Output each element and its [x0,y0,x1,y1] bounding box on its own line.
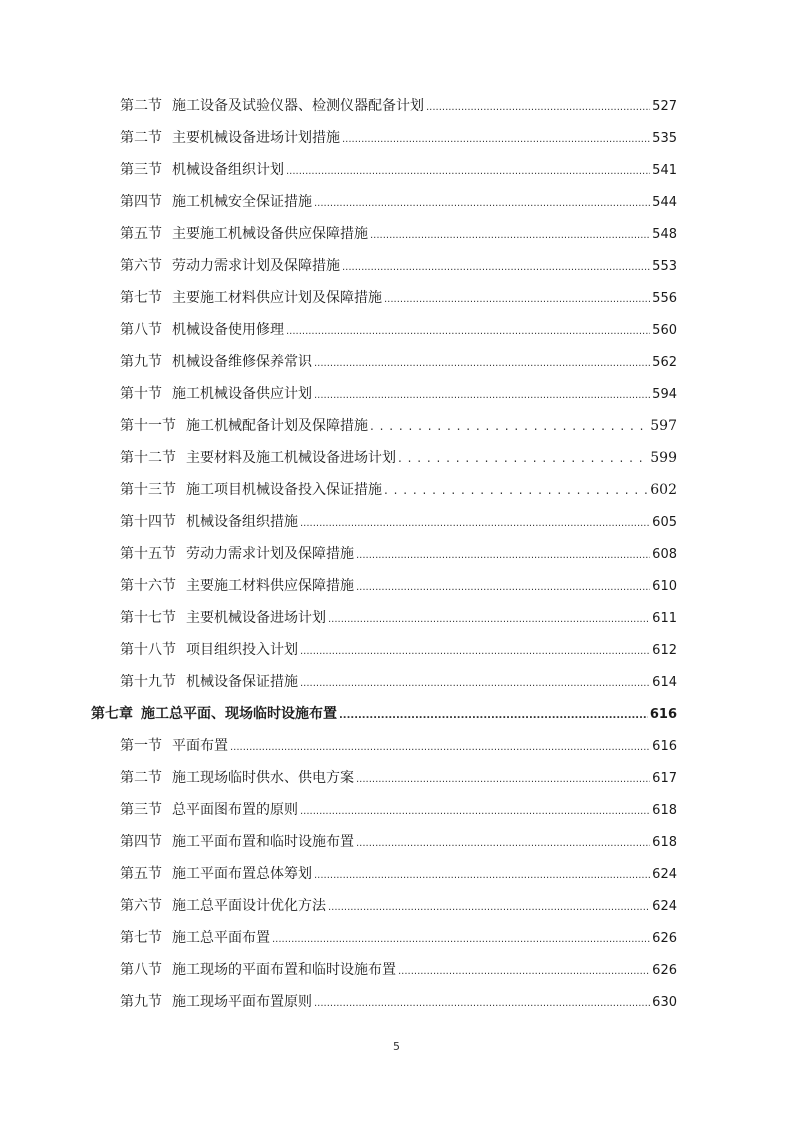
toc-entry-number: 第七节 [120,290,162,306]
toc-entry-title: 劳动力需求计划及保障措施 [186,546,354,562]
toc-entry-number: 第十七节 [120,610,176,626]
toc-entry-title: 施工现场的平面布置和临时设施布置 [172,962,396,978]
toc-chapter-entry[interactable] [0,698,793,730]
toc-entry-page: 612 [652,643,677,658]
toc-entry-number: 第二节 [120,130,162,146]
dot-leader [314,186,650,220]
toc-section-entry[interactable] [0,122,793,154]
toc-entry-number: 第十节 [120,386,162,402]
toc-section-entry[interactable] [0,282,793,314]
dot-leader [384,474,648,506]
dot-leader [314,346,650,380]
toc-entry-title: 机械设备组织计划 [172,162,284,178]
dot-leader [356,826,650,860]
toc-entry-label [120,410,368,442]
toc-entry-title: 施工总平面布置 [172,930,270,946]
toc-entry-page: 624 [652,899,677,914]
toc-entry-title: 施工总平面设计优化方法 [172,898,326,914]
toc-entry-number: 第十二节 [120,450,176,466]
dot-leader [314,858,650,892]
toc-section-entry[interactable] [0,826,793,858]
toc-section-entry[interactable] [0,442,793,474]
toc-entry-number: 第六节 [120,898,162,914]
toc-entry-title: 主要施工材料供应计划及保障措施 [172,290,382,306]
dot-leader [398,442,648,474]
toc-entry-title: 机械设备组织措施 [186,514,298,530]
toc-entry-label [120,890,326,922]
toc-entry-page: 610 [652,579,677,594]
dot-leader [339,698,648,732]
toc-entry-label [120,634,298,666]
toc-section-entry[interactable] [0,154,793,186]
toc-entry-label [120,986,312,1018]
toc-entry-title: 施工项目机械设备投入保证措施 [186,482,382,498]
toc-entry-number: 第九节 [120,994,162,1010]
dot-leader [342,250,650,284]
toc-entry-title: 施工现场临时供水、供电方案 [172,770,354,786]
toc-entry-number: 第十九节 [120,674,176,690]
toc-entry-label [120,666,298,698]
toc-entry-number: 第十三节 [120,482,176,498]
dot-leader [314,986,650,1020]
toc-entry-number: 第三节 [120,162,162,178]
toc-entry-page: 602 [650,482,677,498]
toc-entry-title: 施工现场平面布置原则 [172,994,312,1010]
toc-entry-label [120,954,396,986]
toc-entry-title: 主要施工机械设备供应保障措施 [172,226,368,242]
toc-entry-number: 第八节 [120,962,162,978]
toc-entry-title: 机械设备使用修理 [172,322,284,338]
dot-leader [398,954,650,988]
toc-section-entry[interactable] [0,346,793,378]
toc-entry-page: 562 [652,355,677,370]
toc-entry-number: 第三节 [120,802,162,818]
toc-entry-page: 611 [652,611,677,626]
toc-entry-title: 主要材料及施工机械设备进场计划 [186,450,396,466]
toc-entry-number: 第九节 [120,354,162,370]
toc-section-entry[interactable] [0,90,793,122]
toc-entry-page: 553 [652,259,677,274]
toc-entry-title: 机械设备保证措施 [186,674,298,690]
toc-section-entry[interactable] [0,602,793,634]
toc-section-entry[interactable] [0,186,793,218]
toc-entry-title: 施工机械配备计划及保障措施 [186,418,368,434]
toc-entry-label [120,506,298,538]
dot-leader [300,506,650,540]
toc-entry-title: 主要机械设备进场计划 [186,610,326,626]
dot-leader [314,378,650,412]
toc-entry-number: 第十五节 [120,546,176,562]
toc-entry-label [120,186,312,218]
toc-entry-number: 第十四节 [120,514,176,530]
dot-leader [370,218,650,252]
toc-entry-label [120,762,354,794]
dot-leader [370,410,648,442]
toc-entry-label [120,250,340,282]
toc-section-entry[interactable] [0,890,793,922]
toc-entry-title: 总平面图布置的原则 [172,802,298,818]
toc-entry-page: 624 [652,867,677,882]
toc-entry-number: 第五节 [120,226,162,242]
toc-section-entry[interactable] [0,986,793,1018]
dot-leader [384,282,650,316]
toc-section-entry[interactable] [0,666,793,698]
dot-leader [300,794,650,828]
toc-entry-title: 施工平面布置总体筹划 [172,866,312,882]
dot-leader [356,538,650,572]
toc-entry-number: 第一节 [120,738,162,754]
toc-entry-label [120,730,228,762]
toc-entry-page: 599 [650,450,677,466]
toc-section-entry[interactable] [0,730,793,762]
toc-entry-label [120,858,312,890]
toc-section-entry[interactable] [0,314,793,346]
dot-leader [356,570,650,604]
dot-leader [426,90,650,124]
toc-entry-number: 第二节 [120,98,162,114]
toc-entry-label [91,698,337,730]
toc-entry-title: 主要施工材料供应保障措施 [186,578,354,594]
dot-leader [356,762,650,796]
toc-entry-page: 608 [652,547,677,562]
toc-section-entry[interactable] [0,506,793,538]
toc-entry-label [120,474,382,506]
toc-entry-page: 617 [652,771,677,786]
dot-leader [230,730,650,764]
toc-entry-page: 618 [652,803,677,818]
toc-section-entry[interactable] [0,410,793,442]
toc-section-entry[interactable] [0,634,793,666]
toc-section-entry[interactable] [0,922,793,954]
toc-entry-label [120,218,368,250]
toc-entry-page: 630 [652,995,677,1010]
dot-leader [328,602,650,636]
toc-entry-page: 548 [652,227,677,242]
toc-entry-page: 616 [652,739,677,754]
toc-entry-page: 616 [649,707,677,722]
toc-entry-page: 605 [652,515,677,530]
toc-entry-number: 第四节 [120,834,162,850]
toc-entry-page: 594 [652,387,677,402]
toc-entry-label [120,122,340,154]
page-number: 5 [393,1040,400,1053]
toc-entry-label [120,922,270,954]
toc-entry-page: 560 [652,323,677,338]
dot-leader [300,666,650,700]
toc-entry-title: 施工设备及试验仪器、检测仪器配备计划 [172,98,424,114]
toc-entry-title: 施工机械安全保证措施 [172,194,312,210]
toc-entry-title: 项目组织投入计划 [186,642,298,658]
toc-entry-number: 第十八节 [120,642,176,658]
toc-entry-label [120,570,354,602]
toc-entry-page: 544 [652,195,677,210]
toc-section-entry[interactable] [0,218,793,250]
toc-entry-label [120,794,298,826]
toc-entry-page: 541 [652,163,677,178]
toc-section-entry[interactable] [0,538,793,570]
toc-entry-label [120,602,326,634]
toc-entry-page: 614 [652,675,677,690]
toc-section-entry[interactable] [0,474,793,506]
dot-leader [300,634,650,668]
toc-entry-label [120,90,424,122]
toc-entry-number: 第十六节 [120,578,176,594]
toc-entry-label [120,442,396,474]
toc-entry-page: 556 [652,291,677,306]
toc-entry-number: 第八节 [120,322,162,338]
toc-section-entry[interactable] [0,762,793,794]
dot-leader [286,154,650,188]
toc-entry-number: 第七章 [91,706,133,722]
toc-entry-page: 618 [652,835,677,850]
toc-entry-title: 机械设备维修保养常识 [172,354,312,370]
toc-section-entry[interactable] [0,954,793,986]
toc-entry-title: 主要机械设备进场计划措施 [172,130,340,146]
toc-entry-label [120,314,284,346]
toc-entry-label [120,826,354,858]
toc-entry-page: 626 [652,963,677,978]
toc-section-entry[interactable] [0,250,793,282]
dot-leader [286,314,650,348]
toc-entry-label [120,346,312,378]
toc-entry-title: 施工机械设备供应计划 [172,386,312,402]
dot-leader [272,922,650,956]
toc-entry-label [120,378,312,410]
toc-entry-number: 第五节 [120,866,162,882]
toc-entry-label [120,154,284,186]
table-of-contents [0,90,793,1018]
toc-entry-label [120,282,382,314]
dot-leader [328,890,650,924]
toc-entry-title: 施工平面布置和临时设施布置 [172,834,354,850]
toc-section-entry[interactable] [0,570,793,602]
toc-entry-title: 施工总平面、现场临时设施布置 [141,706,337,722]
toc-entry-number: 第七节 [120,930,162,946]
dot-leader [342,122,650,156]
toc-entry-number: 第二节 [120,770,162,786]
toc-section-entry[interactable] [0,858,793,890]
toc-entry-number: 第四节 [120,194,162,210]
toc-entry-label [120,538,354,570]
toc-entry-page: 626 [652,931,677,946]
toc-section-entry[interactable] [0,794,793,826]
toc-entry-page: 597 [650,418,677,434]
toc-entry-page: 527 [652,99,677,114]
toc-entry-number: 第十一节 [120,418,176,434]
toc-section-entry[interactable] [0,378,793,410]
toc-entry-number: 第六节 [120,258,162,274]
toc-entry-title: 劳动力需求计划及保障措施 [172,258,340,274]
toc-entry-page: 535 [652,131,677,146]
toc-entry-title: 平面布置 [172,738,228,754]
